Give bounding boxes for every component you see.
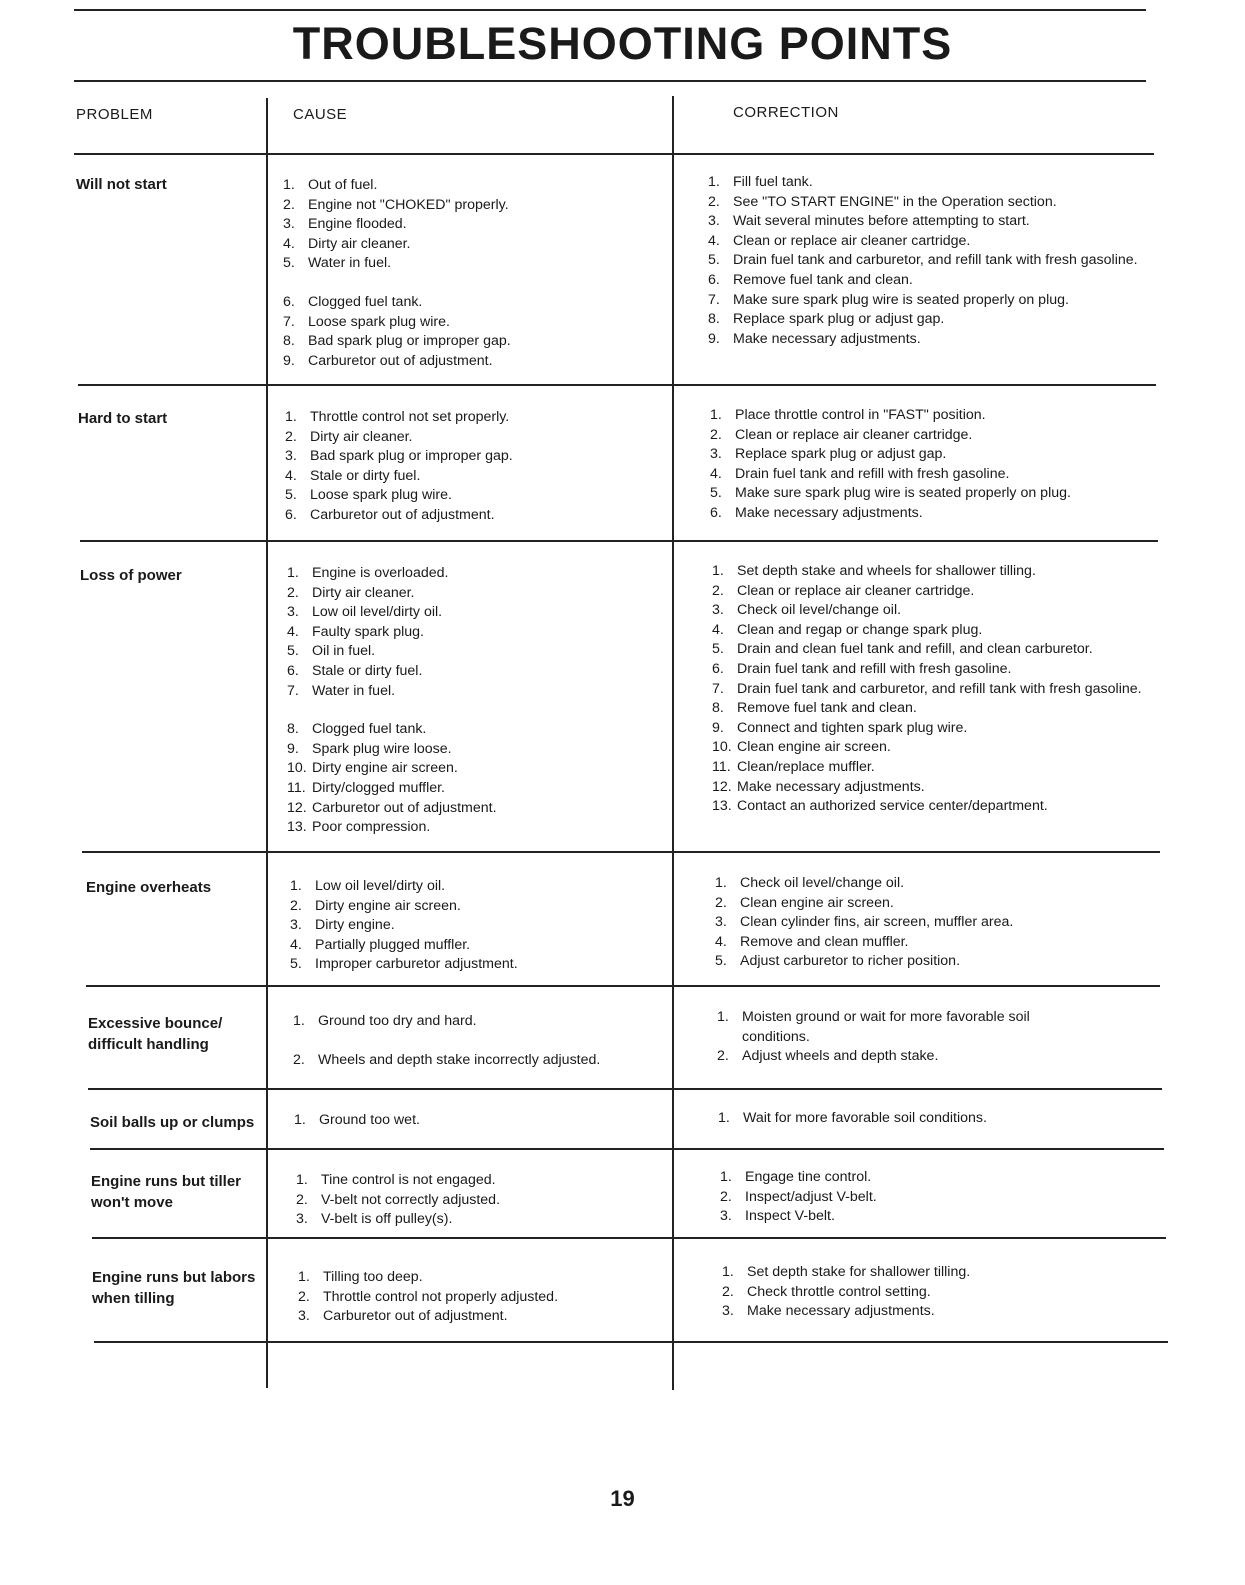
correction-item: 13. Contact an authorized service center/department. (712, 798, 1048, 815)
problem-label: Will not start (76, 176, 167, 193)
cause-item: 3. Engine flooded. (283, 216, 407, 233)
correction-list (720, 1168, 1160, 1227)
cause-item: 2. Wheels and depth stake incorrectly adjusted. (293, 1051, 601, 1068)
correction-list (722, 1263, 1162, 1322)
problem-label: Loss of power (80, 567, 182, 584)
correction-item: 1. Wait for more favorable soil conditions. (718, 1110, 987, 1126)
cause-item: 7. Loose spark plug wire. (283, 313, 450, 330)
row-separator (88, 1088, 1162, 1090)
cause-item: 3. Low oil level/dirty oil. (287, 604, 443, 621)
row-separator (78, 384, 1156, 386)
correction-item: 1. Set depth stake and wheels for shallower tilling. (712, 563, 1036, 579)
cause-item: 5. Loose spark plug wire. (285, 487, 452, 504)
problem-label: Engine overheats (86, 879, 212, 896)
title-rule (74, 80, 1146, 82)
correction-item: 4. Drain fuel tank and refill with fresh gasoline. (710, 465, 1010, 482)
correction-item: 7. Drain fuel tank and carburetor, and refill tank with fresh gasoline. (712, 680, 1142, 697)
header-problem: PROBLEM (76, 106, 153, 123)
cause-item: 1. Low oil level/dirty oil. (290, 878, 446, 894)
cause-item: 6. Clogged fuel tank. (283, 293, 423, 310)
cause-list (283, 176, 663, 371)
cause-item: 2. Throttle control not properly adjusted. (298, 1288, 559, 1305)
cause-item: 8. Bad spark plug or improper gap. (283, 333, 511, 350)
correction-list (718, 1109, 1158, 1129)
correction-item: 6. Make necessary adjustments. (710, 504, 923, 521)
cause-item: 2. Dirty air cleaner. (287, 584, 415, 601)
cause-item: 4. Dirty air cleaner. (283, 235, 411, 252)
row-separator (80, 540, 1158, 542)
correction-item: 7. Make sure spark plug wire is seated properly on plug. (708, 291, 1069, 308)
cause-item: 2. Engine not "CHOKED" properly. (283, 196, 509, 213)
cause-list (296, 1171, 676, 1230)
row-separator (92, 1237, 1166, 1239)
cause-item: 1. Engine is overloaded. (287, 565, 449, 581)
correction-item: 4. Clean and regap or change spark plug. (712, 621, 983, 638)
correction-item: 3. Replace spark plug or adjust gap. (710, 446, 947, 463)
header-separator (74, 153, 1154, 155)
cause-list (285, 408, 665, 526)
cause-item: 5. Water in fuel. (283, 255, 392, 272)
cause-item: 1. Ground too dry and hard. (293, 1013, 477, 1029)
cause-list (290, 877, 670, 975)
cause-item: 11. Dirty/clogged muffler. (287, 779, 445, 796)
correction-item: 4. Clean or replace air cleaner cartridge. (708, 232, 971, 249)
page-title: TROUBLESHOOTING POINTS (292, 18, 953, 69)
header-cause: CAUSE (293, 106, 348, 123)
cause-item: 1. Tilling too deep. (298, 1269, 423, 1285)
correction-item: 2. Clean or replace air cleaner cartridge. (712, 582, 975, 599)
correction-item: 1. Set depth stake for shallower tilling. (722, 1264, 971, 1280)
cause-item: 13. Poor compression. (287, 819, 431, 836)
correction-item: 1. Check oil level/change oil. (715, 875, 905, 891)
cause-list (294, 1111, 674, 1131)
correction-item: 8. Replace spark plug or adjust gap. (708, 311, 945, 328)
correction-list (710, 406, 1150, 524)
correction-list (715, 874, 1155, 972)
correction-item: 1. Fill fuel tank. (708, 174, 813, 190)
row-separator (82, 851, 1160, 853)
cause-item: 3. Carburetor out of adjustment. (298, 1308, 508, 1325)
cause-item: 3. V-belt is off pulley(s). (296, 1211, 453, 1228)
cause-item: 2. Dirty air cleaner. (285, 428, 413, 445)
cause-item: 2. Dirty engine air screen. (290, 897, 461, 914)
correction-item: 5. Drain fuel tank and carburetor, and refill tank with fresh gasoline. (708, 252, 1138, 269)
row-separator (86, 985, 1160, 987)
correction-item: 9. Make necessary adjustments. (708, 330, 921, 347)
correction-item: 5. Drain and clean fuel tank and refill, and clean carburetor. (712, 641, 1093, 658)
correction-item: 2. Check throttle control setting. (722, 1283, 931, 1300)
header-correction: CORRECTION (733, 104, 839, 121)
page-number: 19 (610, 1486, 635, 1511)
correction-item: 3. Inspect V-belt. (720, 1208, 835, 1225)
cause-item: 9. Carburetor out of adjustment. (283, 352, 493, 369)
correction-item: 2. Clean engine air screen. (715, 894, 894, 911)
correction-item: 4. Remove and clean muffler. (715, 933, 909, 950)
cause-item: 4. Partially plugged muffler. (290, 936, 471, 953)
correction-item: 10. Clean engine air screen. (712, 739, 891, 756)
correction-item: 6. Remove fuel tank and clean. (708, 271, 913, 288)
correction-item: 2. Adjust wheels and depth stake. (717, 1048, 939, 1065)
problem-label: Engine runs but labors when tilling (92, 1269, 256, 1307)
table-bottom-rule (94, 1341, 1168, 1343)
correction-item: 12. Make necessary adjustments. (712, 778, 925, 795)
cause-list (298, 1268, 678, 1327)
correction-item: 3. Wait several minutes before attempting to start. (708, 213, 1030, 230)
correction-list (712, 562, 1162, 817)
correction-item: 8. Remove fuel tank and clean. (712, 700, 917, 717)
problem-label: Soil balls up or clumps (90, 1114, 255, 1131)
correction-item: 2. Inspect/adjust V-belt. (720, 1188, 877, 1205)
problem-label: Hard to start (78, 410, 168, 427)
correction-item: 9. Connect and tighten spark plug wire. (712, 719, 968, 736)
cause-item: 5. Improper carburetor adjustment. (290, 956, 518, 973)
cause-list (287, 564, 667, 838)
top-rule (74, 9, 1146, 11)
correction-item: 3. Clean cylinder fins, air screen, muffler area. (715, 914, 1014, 931)
cause-item: 5. Oil in fuel. (287, 643, 376, 660)
correction-item: 1. Place throttle control in "FAST" position. (710, 407, 986, 423)
cause-item: 9. Spark plug wire loose. (287, 740, 452, 757)
correction-item: 3. Make necessary adjustments. (722, 1303, 935, 1320)
cause-list (293, 1012, 673, 1070)
cause-item: 1. Out of fuel. (283, 177, 378, 193)
problem-label: Engine runs but tiller won't move (91, 1173, 242, 1211)
correction-item: 2. Clean or replace air cleaner cartridge. (710, 426, 973, 443)
cause-item: 6. Carburetor out of adjustment. (285, 506, 495, 523)
cause-item: 1. Ground too wet. (294, 1112, 420, 1128)
cause-item: 4. Stale or dirty fuel. (285, 467, 421, 484)
correction-item: 5. Make sure spark plug wire is seated properly on plug. (710, 485, 1071, 502)
correction-item: 5. Adjust carburetor to richer position. (715, 953, 961, 970)
cause-item: 7. Water in fuel. (287, 682, 396, 699)
cause-item: 3. Bad spark plug or improper gap. (285, 448, 513, 465)
cause-item: 12. Carburetor out of adjustment. (287, 799, 497, 816)
correction-list (717, 1008, 1077, 1067)
cause-item: 10. Dirty engine air screen. (287, 760, 458, 777)
correction-item: 3. Check oil level/change oil. (712, 602, 902, 619)
correction-item: 1. Moisten ground or wait for more favorable soil conditions. (717, 1009, 1030, 1045)
cause-item: 1. Throttle control not set properly. (285, 409, 510, 425)
cause-item: 1. Tine control is not engaged. (296, 1172, 496, 1188)
row-separator (90, 1148, 1164, 1150)
problem-label: Excessive bounce/ difficult handling (88, 1015, 223, 1053)
correction-item: 6. Drain fuel tank and refill with fresh gasoline. (712, 660, 1012, 677)
correction-item: 2. See "TO START ENGINE" in the Operation section. (708, 193, 1057, 210)
cause-item: 3. Dirty engine. (290, 917, 395, 934)
correction-item: 1. Engage tine control. (720, 1169, 872, 1185)
correction-list (708, 173, 1148, 349)
cause-item: 4. Faulty spark plug. (287, 623, 424, 640)
cause-item: 6. Stale or dirty fuel. (287, 662, 423, 679)
cause-item: 8. Clogged fuel tank. (287, 721, 427, 738)
cause-item: 2. V-belt not correctly adjusted. (296, 1191, 501, 1208)
correction-item: 11. Clean/replace muffler. (712, 758, 875, 775)
